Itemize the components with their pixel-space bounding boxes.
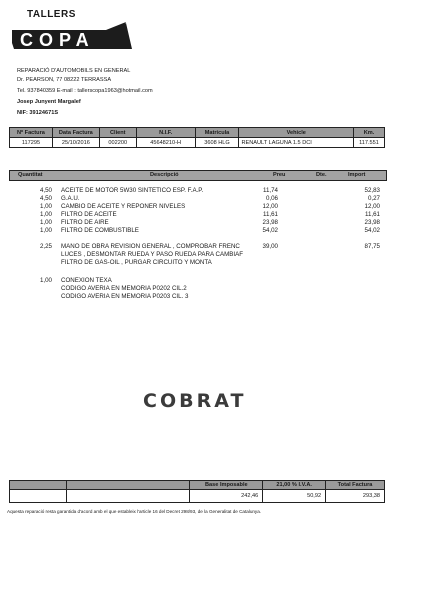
line-price: 23,98 <box>262 219 278 226</box>
company-owner: Josep Junyent Margalef <box>17 99 81 105</box>
col-dte: Dte. <box>316 172 327 178</box>
col-descripcio: Descripció <box>150 172 179 178</box>
col-base-imposable: Base Imposable <box>190 481 263 490</box>
line-desc: FILTRO DE AIRE <box>61 219 109 226</box>
plate-number: 3608 HLG <box>195 138 239 148</box>
mileage: 117.551 <box>353 138 384 148</box>
copa-logo <box>10 21 134 51</box>
line-desc: FILTRO DE COMBUSTIBLE <box>61 227 139 234</box>
line-desc: G.A.U. <box>61 195 80 202</box>
line-desc-cont: CODIGO AVERIA EN MEMORIA P0202 CIL.2 <box>61 285 187 292</box>
brand-small: TALLERS <box>27 9 76 20</box>
total-factura-value: 293,38 <box>326 490 385 503</box>
col-import: Import <box>348 172 366 178</box>
line-qty: 1,00 <box>39 211 52 218</box>
totals-blank <box>66 481 190 490</box>
line-desc: FILTRO DE ACEITE <box>61 211 117 218</box>
line-qty: 4,50 <box>39 187 52 194</box>
col-total-factura: Total Factura <box>326 481 385 490</box>
vehicle-model: RENAULT LAGUNA 1.5 DCI <box>239 138 354 148</box>
line-desc: CONEXION TEXA <box>61 277 112 284</box>
company-address: Dr. PEARSON, 77 08222 TERRASSA <box>17 77 112 83</box>
line-desc-cont: LUCES , DESMONTAR RUEDA Y PASO RUEDA PARA CAMBIAF <box>61 251 243 258</box>
line-desc-cont: CODIGO AVERIA EN MEMORIA P0203 CIL. 3 <box>61 293 189 300</box>
line-qty: 1,00 <box>39 203 52 210</box>
col-matricula: Matricula <box>195 128 239 138</box>
col-quantitat: Quantitat <box>18 172 43 178</box>
line-desc: MANO DE OBRA REVISION GENERAL , COMPROBAR FRENC <box>61 243 240 250</box>
totals-empty <box>10 490 67 503</box>
invoice-number: 117295 <box>10 138 53 148</box>
line-amount: 54,02 <box>364 227 380 234</box>
col-nif: N.I.F. <box>136 128 195 138</box>
line-qty: 1,00 <box>39 277 52 284</box>
client-nif: 45648210-H <box>136 138 195 148</box>
company-line: REPARACIÓ D'AUTOMOBILS EN GENERAL <box>17 68 131 74</box>
line-amount: 11,61 <box>364 211 380 218</box>
totals-blank <box>10 481 67 490</box>
col-preu: Preu <box>273 172 286 178</box>
warranty-footer: Aquesta reparació resta garantida d'acord amb el que estableix l'article 16 del Decret 298/93, de la Generalitat de Catalunya. <box>7 509 262 514</box>
paid-stamp: COBRAT <box>143 390 247 412</box>
line-price: 11,74 <box>262 187 278 194</box>
line-qty: 1,00 <box>39 219 52 226</box>
line-qty: 1,00 <box>39 227 52 234</box>
col-data-factura: Data Factura <box>52 128 99 138</box>
line-price: 12,00 <box>262 203 278 210</box>
line-amount: 87,75 <box>364 243 380 250</box>
line-desc: CAMBIO DE ACEITE Y REPONER NIVELES <box>61 203 186 210</box>
line-desc-cont: FILTRO DE GAS-OIL , PURGAR CIRCUITO Y MONTA <box>61 259 212 266</box>
col-km: Km. <box>353 128 384 138</box>
line-amount: 0,27 <box>367 195 380 202</box>
line-price: 39,00 <box>262 243 278 250</box>
invoice-header-table <box>9 127 385 148</box>
iva-value: 50,92 <box>263 490 326 503</box>
line-price: 54,02 <box>262 227 278 234</box>
line-desc: ACEITE DE MOTOR 5W30 SINTETICO ESP. F.A.P. <box>61 187 204 194</box>
line-price: 11,61 <box>262 211 278 218</box>
totals-empty <box>66 490 190 503</box>
col-client: Client <box>99 128 136 138</box>
line-qty: 2,25 <box>39 243 52 250</box>
base-imposable-value: 242,46 <box>190 490 263 503</box>
line-amount: 12,00 <box>364 203 380 210</box>
logo-text: COPA <box>20 30 95 50</box>
company-contact: Tel. 937840359 E-mail : tallerscopa1963@hotmail.com <box>17 88 153 94</box>
client-code: 002200 <box>99 138 136 148</box>
col-num-factura: Nº Factura <box>10 128 53 138</box>
line-price: 0,06 <box>265 195 278 202</box>
line-amount: 52,83 <box>364 187 380 194</box>
line-qty: 4,50 <box>39 195 52 202</box>
line-amount: 23,98 <box>364 219 380 226</box>
col-vehicle: Vehicle <box>239 128 354 138</box>
invoice-date: 25/10/2016 <box>52 138 99 148</box>
totals-table <box>9 480 385 503</box>
company-nif: NIF: 39124671S <box>17 110 59 116</box>
line-items-header <box>9 170 387 181</box>
col-iva: 21,00 % I.V.A. <box>263 481 326 490</box>
